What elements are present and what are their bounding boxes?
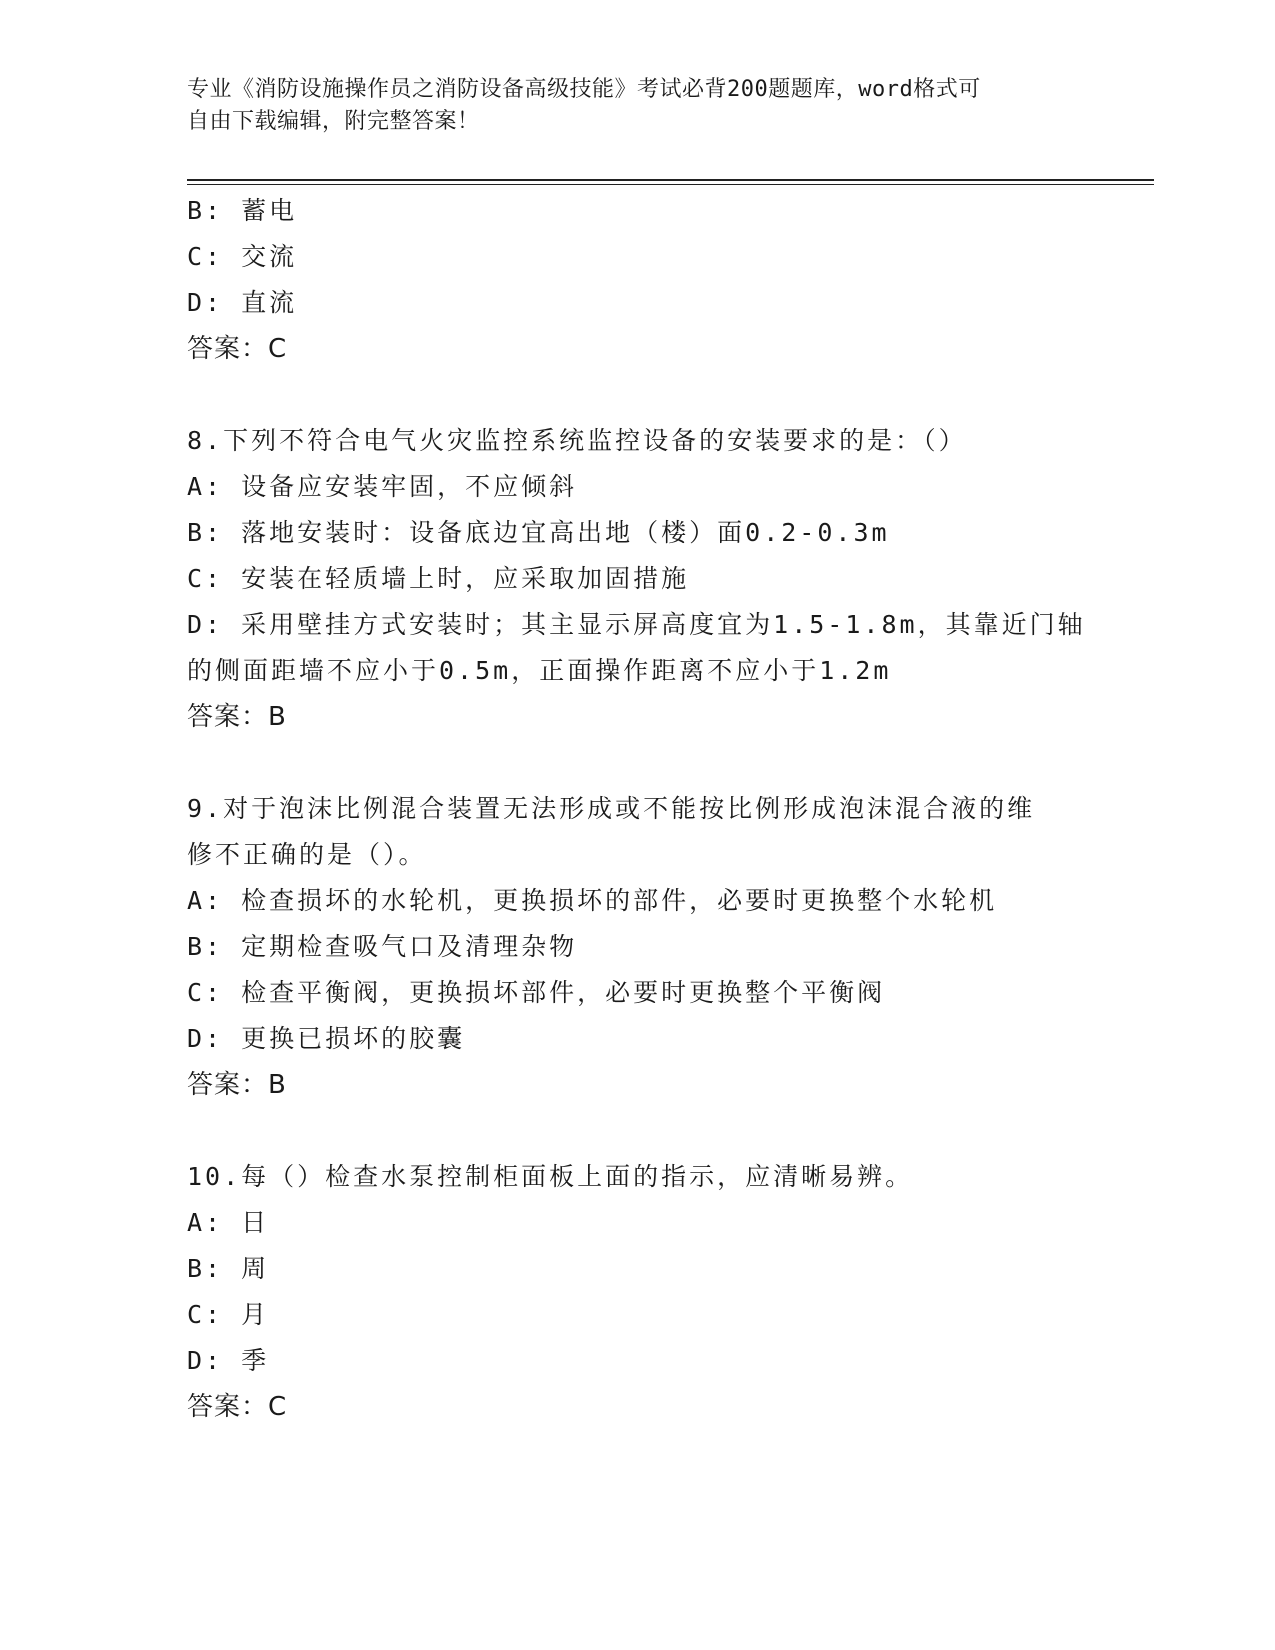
question-10 xyxy=(187,1154,1087,1430)
header-divider-thick xyxy=(187,179,1154,181)
question-stem-continued: 修不正确的是（）。 xyxy=(187,840,427,869)
header-divider-thin xyxy=(187,184,1154,185)
option-c: C: 安装在轻质墙上时，应采取加固措施 xyxy=(187,564,690,593)
option-c: C: 月 xyxy=(187,1300,270,1329)
answer-line: 答案：B xyxy=(187,1070,287,1100)
option-b: B: 周 xyxy=(187,1254,270,1283)
answer-line: 答案：C xyxy=(187,334,288,364)
option-c: C: 交流 xyxy=(187,242,298,271)
option-b: B: 落地安装时：设备底边宜高出地（楼）面0.2-0.3m xyxy=(187,518,890,547)
option-d: D: 更换已损坏的胶囊 xyxy=(187,1024,466,1053)
option-b: B: 蓄电 xyxy=(187,196,298,225)
option-c: C: 检查平衡阀，更换损坏部件，必要时更换整个平衡阀 xyxy=(187,978,886,1007)
option-a: A: 日 xyxy=(187,1208,270,1237)
header-line-2: 自由下载编辑，附完整答案！ xyxy=(187,109,480,134)
option-a: A: 检查损坏的水轮机，更换损坏的部件，必要时更换整个水轮机 xyxy=(187,886,998,915)
question-stem: 9.对于泡沫比例混合装置无法形成或不能按比例形成泡沫混合液的维 xyxy=(187,794,1036,823)
document-body xyxy=(187,188,1087,1430)
question-stem: 10.每（）检查水泵控制柜面板上面的指示，应清晰易辨。 xyxy=(187,1162,914,1191)
spacer xyxy=(187,740,1087,786)
spacer xyxy=(187,372,1087,418)
question-8 xyxy=(187,418,1087,740)
answer-line: 答案：B xyxy=(187,702,287,732)
header-line-1: 专业《消防设施操作员之消防设备高级技能》考试必背200题题库，word格式可 xyxy=(187,77,981,102)
option-d: D: 季 xyxy=(187,1346,270,1375)
spacer xyxy=(187,1108,1087,1154)
document-header xyxy=(187,74,1087,138)
option-d: D: 直流 xyxy=(187,288,298,317)
question-9 xyxy=(187,786,1087,1108)
option-a: A: 设备应安装牢固，不应倾斜 xyxy=(187,472,578,501)
option-d-continued: 的侧面距墙不应小于0.5m，正面操作距离不应小于1.2m xyxy=(187,656,892,685)
option-d: D: 采用壁挂方式安装时；其主显示屏高度宜为1.5-1.8m，其靠近门轴 xyxy=(187,610,1086,639)
answer-line: 答案：C xyxy=(187,1392,288,1422)
question-7-continued xyxy=(187,188,1087,372)
question-stem: 8.下列不符合电气火灾监控系统监控设备的安装要求的是：（） xyxy=(187,426,967,455)
option-b: B: 定期检查吸气口及清理杂物 xyxy=(187,932,578,961)
